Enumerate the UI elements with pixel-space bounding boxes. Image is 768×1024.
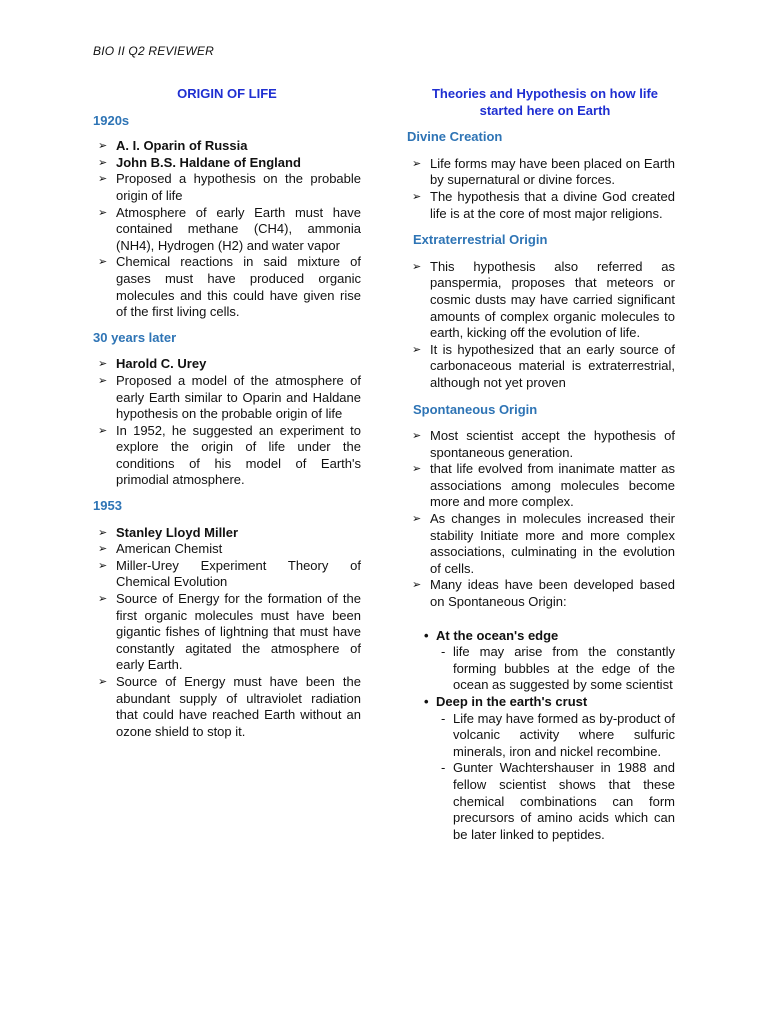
list-item: ➢ Harold C. Urey [93, 356, 361, 373]
list-divine [407, 156, 675, 222]
idea-label: • Deep in the earth's crust [436, 694, 588, 709]
list-item: - life may arise from the constantly forming bubbles at the edge of the ocean as suggested by some scientist [436, 644, 675, 694]
origin-of-life-title: ORIGIN OF LIFE [177, 86, 277, 101]
list-extraterrestrial [407, 259, 675, 392]
list-item: ➢ Stanley Lloyd Miller [93, 525, 361, 542]
list-item: ➢ John B.S. Haldane of England [93, 155, 361, 172]
list-item: ➢ Life forms may have been placed on Earth by supernatural or divine forces. [407, 156, 675, 189]
left-column [93, 86, 361, 740]
list-item: - Gunter Wachtershauser in 1988 and fellow scientist shows that these chemical combinations can form precursors of amino acids which can be later linked to peptides. [436, 760, 675, 843]
list-item: ➢ This hypothesis also referred as panspermia, proposes that meteors or cosmic dusts may have carried significant amounts of complex organic molecules to earth, kicking off the evolution of life. [407, 259, 675, 342]
idea-points [436, 644, 675, 694]
list-item: ➢ Source of Energy for the formation of the first organic molecules must have been gigantic fishes of lightning that must have constantly agitated the atmosphere of early Earth. [93, 591, 361, 674]
right-column [407, 86, 675, 843]
list-item: - Life may have formed as by-product of volcanic activity where sulfuric minerals, iron and nickel recombine. [436, 711, 675, 761]
list-item: ➢ Miller-Urey Experiment Theory of Chemical Evolution [93, 558, 361, 591]
list-item: ➢ Proposed a model of the atmosphere of early Earth similar to Oparin and Haldane hypothesis on the probable origin of life [93, 373, 361, 423]
heading-divine-creation: Divine Creation [407, 129, 503, 145]
list-30-years [93, 356, 361, 489]
list-item: ➢ Source of Energy must have been the abundant supply of ultraviolet radiation that could have reached Earth without an ozone shield to stop it. [93, 674, 361, 740]
ideas-list [407, 628, 675, 844]
list-item: ➢ Most scientist accept the hypothesis of spontaneous generation. [407, 428, 675, 461]
heading-30-years-later: 30 years later [93, 329, 177, 345]
list-item: ➢ Atmosphere of early Earth must have contained methane (CH4), ammonia (NH4), Hydrogen (H2) and water vapor [93, 205, 361, 255]
list-item: ➢ that life evolved from inanimate matter as associations among molecules become more and more complex. [407, 461, 675, 511]
list-item: ➢ Proposed a hypothesis on the probable origin of life [93, 171, 361, 204]
heading-1953: 1953 [93, 498, 122, 514]
idea-label: • At the ocean's edge [436, 627, 559, 643]
list-item: ➢ Many ideas have been developed based on Spontaneous Origin: [407, 577, 675, 610]
theories-title: Theories and Hypothesis on how life started here on Earth [431, 86, 659, 118]
list-item: ➢ Chemical reactions in said mixture of gases must have produced organic molecules and this could have given rise of the first living cells. [93, 254, 361, 320]
list-item: ➢ In 1952, he suggested an experiment to explore the origin of life under the conditions of his model of Earth's primodial atmosphere. [93, 423, 361, 489]
heading-extraterrestrial-origin: Extraterrestrial Origin [413, 232, 548, 248]
list-item: ➢ As changes in molecules increased their stability Initiate more and more complex associations, culminating in the evolution of cells. [407, 511, 675, 577]
idea-points [436, 711, 675, 844]
list-1953 [93, 525, 361, 741]
heading-1920s: 1920s [93, 112, 130, 128]
list-1920s [93, 138, 361, 321]
heading-spontaneous-origin: Spontaneous Origin [413, 401, 538, 417]
page-header: BIO II Q2 REVIEWER [93, 44, 214, 58]
list-spontaneous [407, 428, 675, 611]
idea-earths-crust [407, 694, 675, 843]
list-item: ➢ A. I. Oparin of Russia [93, 138, 361, 155]
list-item: ➢ The hypothesis that a divine God created life is at the core of most major religions. [407, 189, 675, 222]
list-item: ➢ American Chemist [93, 541, 361, 558]
idea-oceans-edge [407, 628, 675, 694]
list-item: ➢ It is hypothesized that an early source of carbonaceous material is extraterrestrial, although not yet proven [407, 342, 675, 392]
